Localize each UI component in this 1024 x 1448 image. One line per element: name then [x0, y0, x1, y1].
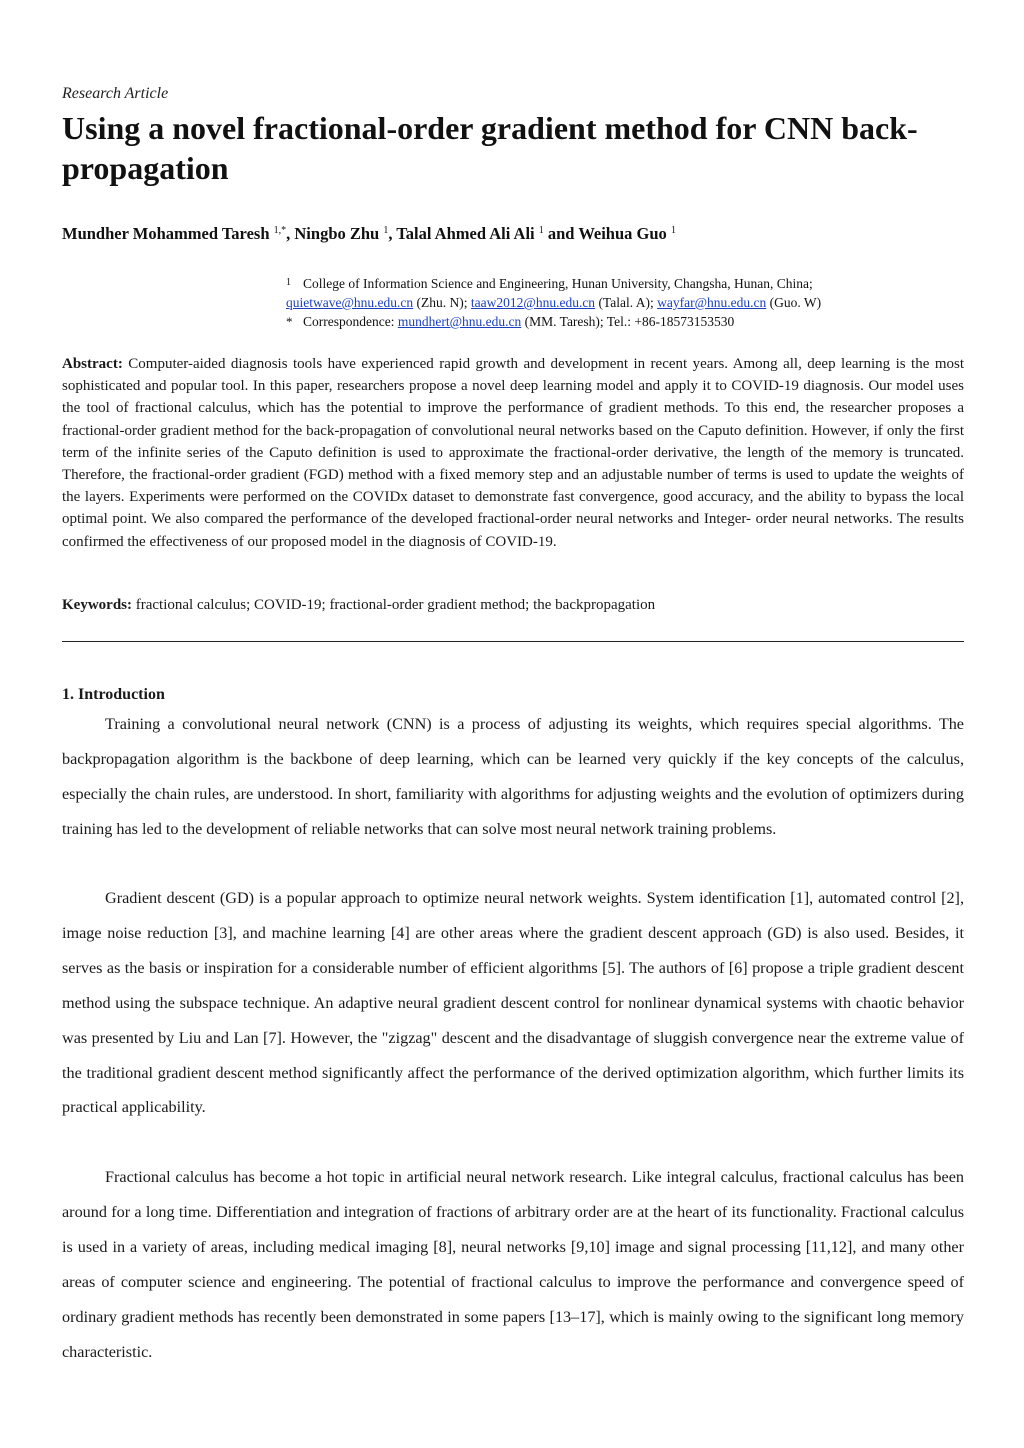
- correspondence-note: (MM. Taresh); Tel.: +86-18573153530: [521, 314, 735, 329]
- author-name: Mundher Mohammed Taresh: [62, 224, 270, 243]
- author-affiliation-mark: 1: [670, 225, 676, 236]
- email-note: (Talal. A);: [595, 295, 658, 310]
- author-name: Ningbo Zhu: [294, 224, 380, 243]
- keywords: [62, 597, 655, 614]
- author-affiliation-mark: 1,*: [273, 225, 287, 236]
- correspondence-mark: *: [286, 314, 293, 329]
- author-list: Mundher Mohammed Taresh $^{1,*}$, Ningbo Zhu $^1$, Talal Ahmed Ali Ali $^1$ and Weihua Guo $^1$: [62, 224, 676, 243]
- affiliation-line: [286, 276, 964, 292]
- abstract: [62, 353, 964, 553]
- abstract-text: Computer-aided diagnosis tools have experienced rapid growth and development in recent years. Among all, deep learning is the most sophisticated and popular tool. In this paper, researchers propose a novel deep learning model and apply it to COVID-19 diagnosis. Our model uses the tool of fractional calculus, which has the potential to improve the performance of gradient methods. To this end, the researcher proposes a fractional-order gradient method for the back-propagation of convolutional neural networks based on the Caputo definition. However, if only the first term of the infinite series of the Caputo definition is used to approximate the fractional-order derivative, the length of the memory is truncated. Therefore, the fractional-order gradient (FGD) method with a fixed memory step and an adjustable number of terms is used to update the weights of the layers. Experiments were performed on the COVIDx dataset to demonstrate fast convergence, good accuracy, and the ability to bypass the local optimal point. We also compared the performance of the developed fractional-order neural networks and Integer- order neural networks. The results confirmed the effectiveness of our proposed model in the diagnosis of COVID-19.: [62, 356, 964, 550]
- keywords-text: fractional calculus; COVID-19; fractional-order gradient method; the backpropagation: [132, 597, 656, 613]
- affiliation-institution: College of Information Science and Engineering, Hunan University, Changsha, Hunan, China;: [303, 276, 813, 291]
- author-affiliation-mark: 1: [383, 225, 389, 236]
- email-link[interactable]: taaw2012@hnu.edu.cn: [470, 295, 596, 310]
- section-heading-introduction: 1. Introduction: [62, 686, 165, 703]
- email-link[interactable]: quietwave@hnu.edu.cn: [286, 295, 414, 310]
- email-note: (Guo. W): [766, 295, 822, 310]
- paper-title: Using a novel fractional-order gradient method for CNN back-propagation: [62, 110, 918, 186]
- author-name: Weihua Guo: [578, 224, 667, 243]
- affiliation-mark: 1: [286, 277, 291, 288]
- intro-paragraph-2: Gradient descent (GD) is a popular approach to optimize neural network weights. System identification [1], automated control [2], image noise reduction [3], and machine learning [4] are other areas where the gradient descent approach (GD) is also used. Besides, it serves as the basis or inspiration for a considerable number of efficient algorithms [5]. The authors of [6] propose a triple gradient descent method using the subspace technique. An adaptive neural gradient descent control for nonlinear dynamical systems with chaotic behavior was presented by Liu and Lan [7]. However, the "zigzag" descent and the disadvantage of sluggish convergence near the extreme value of the traditional gradient descent method significantly affect the performance of the derived optimization algorithm, which further limits its practical applicability.: [62, 889, 964, 1117]
- intro-paragraph-1: Training a convolutional neural network (CNN) is a process of adjusting its weights, which requires special algorithms. The backpropagation algorithm is the backbone of deep learning, which can be learned very quickly if the key concepts of the calculus, especially the chain rules, are understood. In short, familiarity with algorithms for adjusting weights and the evolution of optimizers during training has led to the development of reliable networks that can solve most neural network training problems.: [62, 715, 964, 838]
- author-affiliation-mark: 1: [538, 225, 544, 236]
- section-divider: [62, 641, 964, 642]
- correspondence-label: Correspondence:: [303, 314, 398, 329]
- email-link[interactable]: wayfar@hnu.edu.cn: [657, 295, 767, 310]
- affiliation-emails: [286, 295, 964, 311]
- correspondence-line: [286, 314, 964, 330]
- email-note: (Zhu. N);: [413, 295, 471, 310]
- correspondence-email-link[interactable]: mundhert@hnu.edu.cn: [397, 314, 522, 329]
- article-type: Research Article: [62, 85, 169, 102]
- abstract-label: Abstract:: [62, 356, 123, 372]
- intro-paragraph-3: Fractional calculus has become a hot topic in artificial neural network research. Like integral calculus, fractional calculus has been around for a long time. Differentiation and integration of fractions of arbitrary order are at the heart of its functionality. Fractional calculus is used in a variety of areas, including medical imaging [8], neural networks [9,10] image and signal processing [11,12], and many other areas of computer science and engineering. The potential of fractional calculus to improve the performance and convergence speed of ordinary gradient methods has recently been demonstrated in some papers [13–17], which is mainly owing to the significant long memory characteristic.: [62, 1168, 964, 1361]
- keywords-label: Keywords:: [62, 597, 132, 613]
- author-name: Talal Ahmed Ali Ali: [396, 224, 535, 243]
